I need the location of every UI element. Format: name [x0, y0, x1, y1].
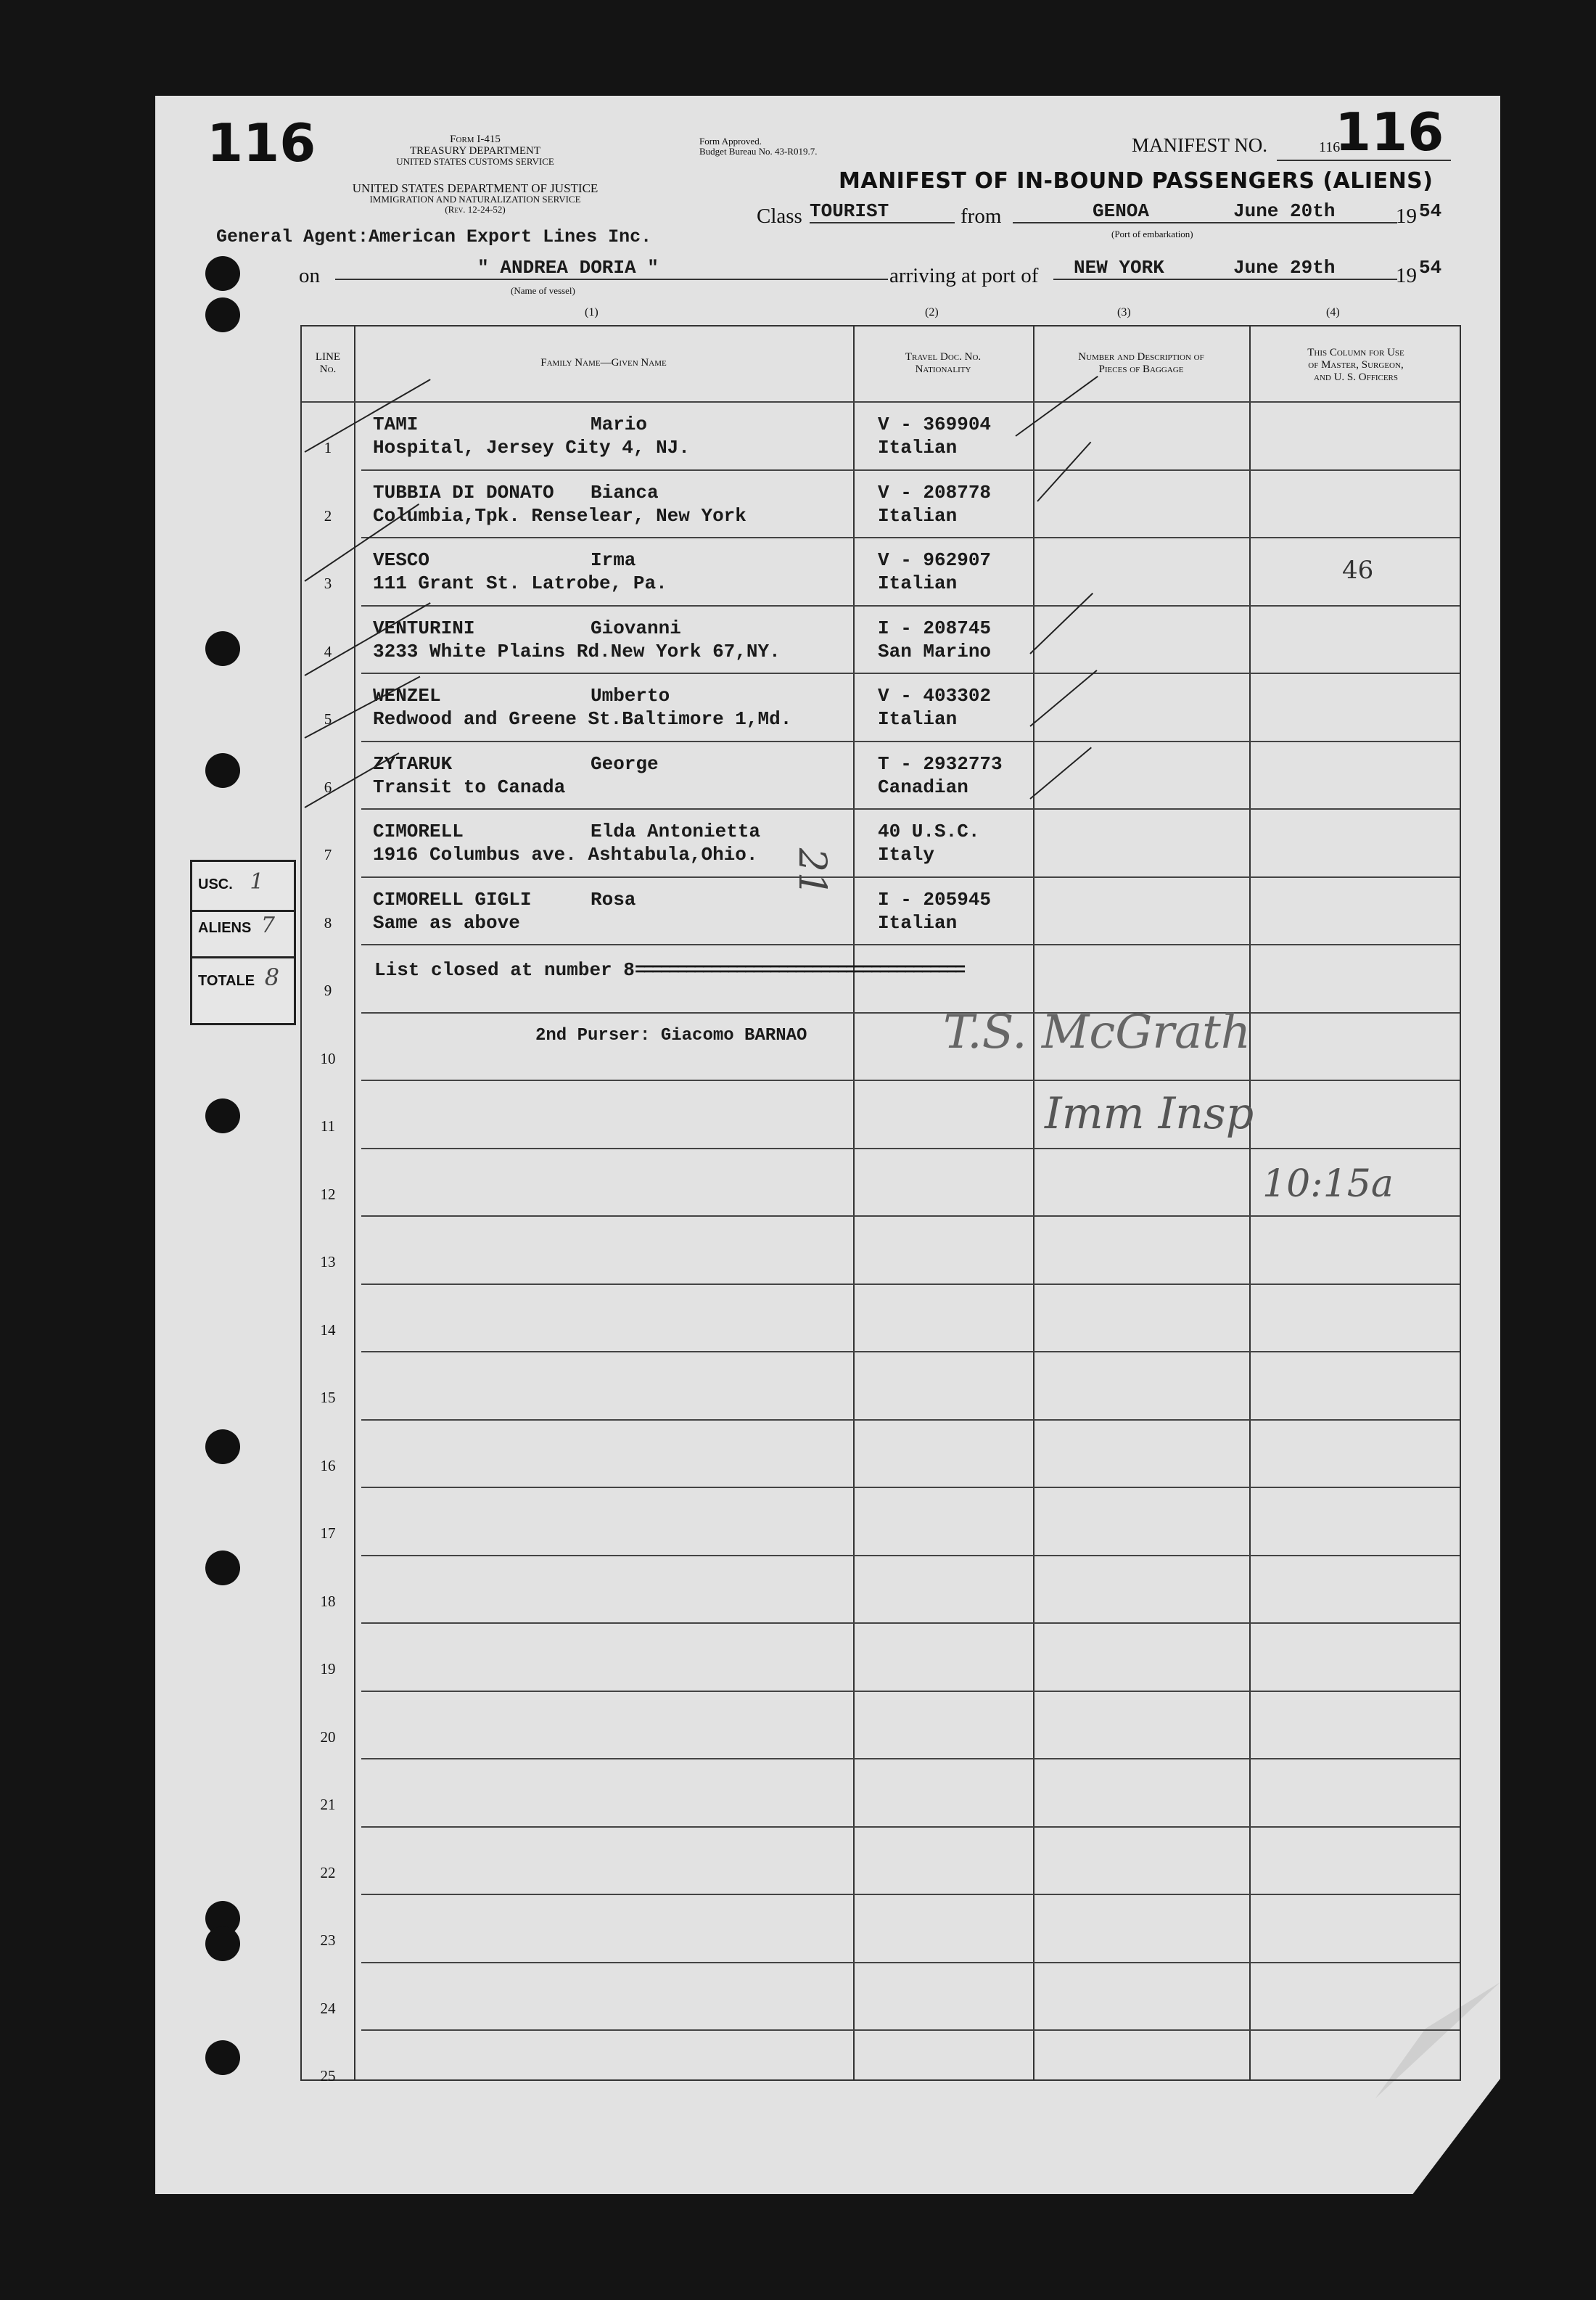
passenger-address: Same as above: [373, 911, 520, 934]
tally-usc: USC. 1: [192, 869, 294, 912]
port-caption: (Port of embarkation): [1111, 229, 1193, 239]
general-agent: General Agent:American Export Lines Inc.: [216, 226, 652, 247]
row-divider: [302, 401, 1460, 403]
manifest-no-small: 116: [1319, 139, 1341, 155]
tally-aliens: ALIENS 7: [192, 913, 294, 958]
passenger-family-name: TAMI: [373, 414, 419, 435]
closing-line: List closed at number 8=======================================: [374, 959, 963, 981]
row-divider: [361, 605, 1460, 607]
line-number: 14: [320, 1321, 336, 1339]
line-number: 23: [320, 1931, 336, 1949]
passenger-nationality: Italian: [878, 708, 958, 730]
class-value: TOURIST: [810, 200, 955, 223]
line-number: 21: [320, 1796, 336, 1813]
row-divider: [361, 808, 1460, 810]
col-num-2: (2): [925, 306, 939, 319]
manifest-no-underline: [1277, 160, 1451, 161]
passenger-travel-doc: V - 369904: [878, 414, 992, 435]
line-number: 13: [320, 1253, 336, 1270]
row-divider: [361, 1351, 1460, 1352]
passenger-address: Transit to Canada: [373, 776, 566, 798]
row-divider: [361, 741, 1460, 742]
punch-hole: [205, 1429, 240, 1464]
row-divider: [361, 1555, 1460, 1556]
passenger-address: Redwood and Greene St.Baltimore 1,Md.: [373, 708, 792, 730]
passenger-address: 3233 White Plains Rd.New York 67,NY.: [373, 640, 781, 662]
passenger-nationality: Italian: [878, 504, 958, 527]
passenger-given-name: Umberto: [591, 685, 670, 707]
row-divider: [361, 944, 1460, 945]
manifest-no-label: MANIFEST NO.: [1132, 134, 1268, 156]
line-number: 7: [324, 846, 332, 863]
row-divider: [361, 1962, 1460, 1963]
row-divider: [361, 469, 1460, 471]
row-divider: [361, 1691, 1460, 1692]
passenger-travel-doc: V - 403302: [878, 685, 992, 707]
row-divider: [361, 1012, 1460, 1014]
passenger-family-name: CIMORELL GIGLI: [373, 888, 532, 911]
arrival-year: 54: [1419, 257, 1442, 279]
passenger-given-name: George: [591, 752, 659, 775]
line-number: 3: [324, 575, 332, 592]
from-year: 54: [1419, 200, 1442, 222]
arrival-date: June 29th: [1233, 257, 1336, 279]
row-divider: [361, 1284, 1460, 1285]
line-number: 22: [320, 1863, 336, 1881]
passenger-travel-doc: T - 2932773: [878, 752, 1003, 775]
time-annotation: 10:15a: [1262, 1162, 1394, 1206]
stamp-left-number: 116: [207, 112, 316, 173]
row-divider: [361, 1080, 1460, 1081]
from-port: GENOA: [1013, 200, 1397, 223]
arrival-port: NEW YORK: [1053, 257, 1397, 280]
arriving-label: arriving at port of: [889, 264, 1039, 287]
row-divider: [361, 537, 1460, 538]
manifest-title: MANIFEST OF IN-BOUND PASSENGERS (ALIENS): [839, 168, 1433, 194]
from-year-prefix: 19: [1396, 205, 1417, 228]
col-header-line-no: LINE No.: [315, 351, 341, 375]
line-number: 11: [320, 1117, 336, 1135]
inspector-signature: T.S. McGrath: [943, 1006, 1251, 1059]
passenger-given-name: Irma: [591, 549, 636, 571]
line-number: 8: [324, 913, 332, 932]
row-divider: [361, 1758, 1460, 1759]
passenger-travel-doc: V - 208778: [878, 481, 992, 504]
on-label: on: [299, 264, 320, 287]
line-number: 17: [320, 1524, 336, 1542]
passenger-family-name: TUBBIA DI DONATO: [373, 481, 554, 504]
passenger-address: 1916 Columbus ave. Ashtabula,Ohio.: [373, 844, 758, 866]
bracket-annotation: 21: [790, 847, 834, 897]
punch-hole: [205, 1551, 240, 1585]
line-number: 24: [320, 1999, 336, 2017]
passenger-address: 111 Grant St. Latrobe, Pa.: [373, 572, 667, 594]
from-date: June 20th: [1233, 200, 1336, 222]
line-number: 20: [320, 1728, 336, 1746]
line-number: 10: [320, 1049, 336, 1067]
line-number: 18: [320, 1592, 336, 1610]
line-number: 9: [324, 982, 332, 999]
row-divider: [361, 1894, 1460, 1895]
row-divider: [361, 1622, 1460, 1624]
row-divider: [361, 2029, 1460, 2031]
punch-hole: [205, 256, 240, 291]
row-divider: [361, 1419, 1460, 1421]
purser-line: 2nd Purser: Giacomo BARNAO: [535, 1026, 807, 1046]
passenger-travel-doc: 40 U.S.C.: [878, 821, 980, 842]
line-number: 25: [320, 2067, 336, 2085]
passenger-given-name: Rosa: [591, 888, 636, 911]
line-number: 19: [320, 1660, 336, 1677]
line-number: 16: [320, 1456, 336, 1474]
row-divider: [361, 1148, 1460, 1149]
passenger-given-name: Bianca: [591, 481, 659, 504]
col-header-name: Family Name—Given Name: [540, 357, 667, 369]
passenger-travel-doc: V - 962907: [878, 549, 992, 571]
line-number: 2: [324, 506, 332, 525]
punch-hole: [205, 753, 240, 788]
row-divider: [361, 1487, 1460, 1488]
col-header-baggage: Number and Description of Pieces of Baggage: [1078, 351, 1204, 375]
passenger-address: Hospital, Jersey City 4, NJ.: [373, 437, 690, 459]
passenger-given-name: Mario: [591, 414, 648, 435]
class-label: Class: [757, 205, 802, 228]
from-label: from: [961, 205, 1002, 228]
row-divider: [361, 1826, 1460, 1828]
passenger-travel-doc: I - 208745: [878, 617, 992, 639]
row-divider: [361, 876, 1460, 878]
col-header-officers: This Column for Use of Master, Surgeon, and U. S. Officers: [1307, 347, 1404, 383]
vessel-caption: (Name of vessel): [511, 285, 575, 296]
line-number: 6: [324, 778, 332, 796]
row-divider: [361, 1215, 1460, 1217]
passenger-nationality: Italian: [878, 911, 958, 934]
line-number: 4: [324, 642, 332, 660]
col-num-1: (1): [585, 306, 598, 319]
passenger-address: Columbia,Tpk. Renselear, New York: [373, 504, 746, 527]
passenger-family-name: ZYTARUK: [373, 752, 453, 775]
punch-hole: [205, 2040, 240, 2075]
passenger-family-name: WENZEL: [373, 685, 441, 707]
line-number: 1: [324, 439, 332, 456]
passenger-nationality: Italy: [878, 844, 935, 866]
form-approved-block: Form Approved. Budget Bureau No. 43-R019.7.: [699, 136, 818, 157]
punch-hole: [205, 1098, 240, 1133]
passenger-travel-doc: I - 205945: [878, 888, 992, 911]
tally-total: TOTALE 8: [198, 964, 280, 991]
line-number: 5: [324, 710, 332, 728]
line-number: 15: [320, 1389, 336, 1406]
punch-hole: [205, 297, 240, 332]
passenger-family-name: VENTURINI: [373, 617, 475, 639]
passenger-family-name: VESCO: [373, 549, 430, 571]
form-department-block: Form I-415 TREASURY DEPARTMENT UNITED STATES CUSTOMS SERVICE: [396, 134, 554, 167]
passenger-given-name: Giovanni: [591, 617, 681, 639]
punch-hole: [205, 1926, 240, 1961]
officer-note: 46: [1342, 556, 1374, 585]
arrival-year-prefix: 19: [1396, 264, 1417, 287]
passenger-nationality: San Marino: [878, 640, 992, 662]
manifest-no-stamp: 116: [1335, 102, 1444, 163]
punch-hole: [205, 631, 240, 666]
passenger-nationality: Italian: [878, 572, 958, 594]
doj-block: UNITED STATES DEPARTMENT OF JUSTICE IMMIGRATION AND NATURALIZATION SERVICE (Rev. 12-24-52): [352, 181, 598, 215]
col-header-travel-doc: Travel Doc. No. Nationality: [905, 351, 982, 375]
vessel-name: " ANDREA DORIA ": [335, 257, 888, 280]
tally-box: [190, 860, 296, 1025]
col-num-3: (3): [1117, 306, 1131, 319]
line-number: 12: [320, 1185, 336, 1203]
row-divider: [361, 673, 1460, 674]
col-num-4: (4): [1326, 306, 1340, 319]
passenger-nationality: Italian: [878, 437, 958, 459]
inspector-title-signature: Imm Insp: [1045, 1088, 1254, 1139]
passenger-nationality: Canadian: [878, 776, 968, 798]
passenger-given-name: Elda Antonietta: [591, 821, 761, 842]
passenger-family-name: CIMORELL: [373, 821, 464, 842]
